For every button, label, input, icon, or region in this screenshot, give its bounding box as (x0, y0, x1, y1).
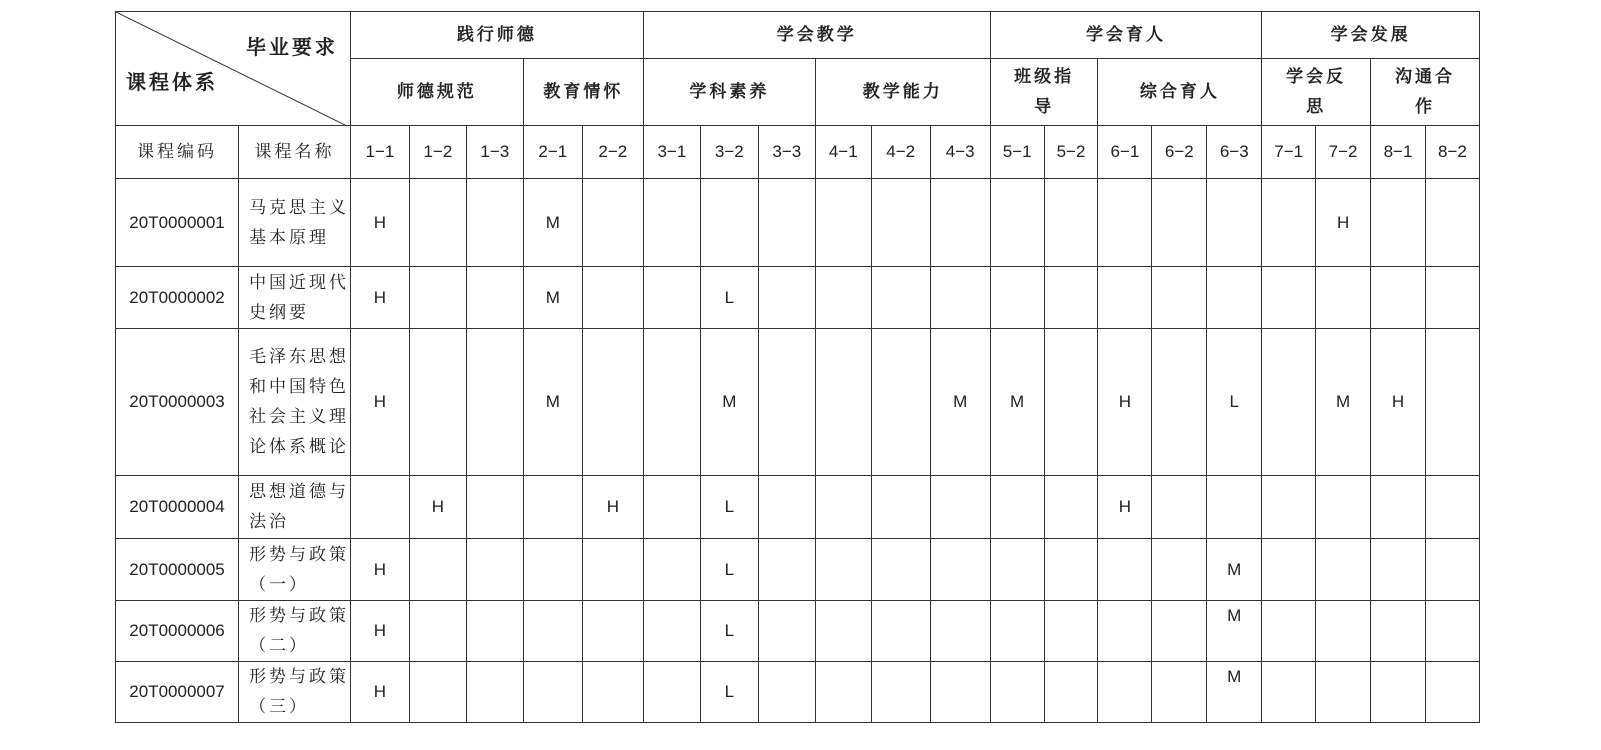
support-level-cell (1371, 662, 1426, 723)
support-level-cell (758, 662, 815, 723)
support-level-cell: L (1207, 329, 1262, 476)
requirement-index-header: 3−3 (758, 126, 815, 179)
requirement-index-header: 1−2 (409, 126, 466, 179)
course-system-label: 课程体系 (126, 70, 218, 94)
support-level-cell (1425, 662, 1479, 723)
support-level-cell (466, 662, 523, 723)
table-row (116, 601, 1480, 662)
support-level-cell (643, 662, 700, 723)
support-level-cell (1152, 662, 1207, 723)
requirement-index-header: 4−3 (930, 126, 990, 179)
course-name-cell: 思想道德与法治 (239, 476, 351, 539)
support-level-cell (466, 329, 523, 476)
course-code-cell: 20T0000006 (116, 601, 239, 662)
support-level-cell: M (1316, 329, 1371, 476)
support-level-cell (990, 476, 1044, 539)
support-level-cell (1316, 267, 1371, 329)
support-level-cell (1371, 179, 1426, 267)
support-level-cell (930, 476, 990, 539)
support-level-cell: H (350, 662, 409, 723)
support-level-cell (643, 329, 700, 476)
support-level-cell (1044, 329, 1098, 476)
support-level-cell (990, 179, 1044, 267)
index-header-row (116, 126, 1480, 179)
support-level-cell: H (350, 539, 409, 601)
support-level-cell (1152, 601, 1207, 662)
support-level-cell (409, 601, 466, 662)
course-name-header: 课程名称 (239, 126, 351, 179)
support-level-cell (1371, 267, 1426, 329)
support-level-cell (758, 476, 815, 539)
support-level-cell (1425, 601, 1479, 662)
subgroup-header: 学科素养 (643, 59, 815, 126)
subgroup-header: 沟通合作 (1371, 59, 1480, 126)
subgroup-header: 教学能力 (815, 59, 990, 126)
support-level-cell: M (523, 267, 582, 329)
support-level-cell (758, 329, 815, 476)
support-level-cell (1425, 179, 1479, 267)
support-level-cell (1425, 539, 1479, 601)
subgroup-header: 学会反思 (1262, 59, 1371, 126)
requirement-index-header: 1−1 (350, 126, 409, 179)
support-level-cell (1152, 476, 1207, 539)
support-level-cell (582, 539, 643, 601)
support-level-cell (1044, 267, 1098, 329)
requirement-index-header: 8−1 (1371, 126, 1426, 179)
requirement-index-header: 6−3 (1207, 126, 1262, 179)
table-row (116, 476, 1480, 539)
support-level-cell: H (1098, 476, 1152, 539)
course-code-cell: 20T0000007 (116, 662, 239, 723)
support-level-cell (582, 267, 643, 329)
course-code-cell: 20T0000005 (116, 539, 239, 601)
requirement-index-header: 2−1 (523, 126, 582, 179)
requirement-index-header: 3−1 (643, 126, 700, 179)
support-level-cell (466, 539, 523, 601)
support-level-cell (990, 601, 1044, 662)
support-level-cell (990, 539, 1044, 601)
support-level-cell (350, 476, 409, 539)
course-code-cell: 20T0000003 (116, 329, 239, 476)
course-code-cell: 20T0000001 (116, 179, 239, 267)
support-level-cell (1152, 179, 1207, 267)
support-level-cell (1371, 539, 1426, 601)
support-level-cell: H (582, 476, 643, 539)
support-level-cell (758, 267, 815, 329)
support-level-cell (523, 662, 582, 723)
requirement-index-header: 3−2 (700, 126, 758, 179)
support-level-cell (1044, 476, 1098, 539)
support-level-cell (1316, 662, 1371, 723)
subgroup-header: 师德规范 (350, 59, 523, 126)
requirement-index-header: 7−1 (1262, 126, 1316, 179)
support-level-cell (1098, 267, 1152, 329)
table-row (116, 329, 1480, 476)
course-name-cell: 中国近现代史纲要 (239, 267, 351, 329)
support-level-cell (466, 179, 523, 267)
requirement-index-header: 6−2 (1152, 126, 1207, 179)
support-level-cell: M (523, 329, 582, 476)
support-level-cell (1044, 662, 1098, 723)
support-level-cell (582, 601, 643, 662)
support-level-cell (466, 601, 523, 662)
support-level-cell (990, 267, 1044, 329)
header-corner-cell (116, 12, 351, 126)
support-level-cell (409, 267, 466, 329)
support-level-cell (1098, 179, 1152, 267)
support-level-cell (643, 601, 700, 662)
support-level-cell (1425, 267, 1479, 329)
support-level-cell (815, 476, 871, 539)
support-level-cell (871, 267, 930, 329)
course-name-cell: 形势与政策（一） (239, 539, 351, 601)
support-level-cell: H (350, 179, 409, 267)
support-level-cell (466, 476, 523, 539)
support-level-cell (871, 662, 930, 723)
support-level-cell (815, 267, 871, 329)
support-level-cell (930, 601, 990, 662)
support-level-cell (1152, 539, 1207, 601)
requirement-index-header: 5−2 (1044, 126, 1098, 179)
requirement-index-header: 4−2 (871, 126, 930, 179)
support-level-cell (700, 179, 758, 267)
support-level-cell (1262, 179, 1316, 267)
course-name-cell: 形势与政策（二） (239, 601, 351, 662)
support-level-cell: H (1316, 179, 1371, 267)
support-level-cell: M (990, 329, 1044, 476)
support-level-cell (1152, 267, 1207, 329)
support-level-cell (1316, 539, 1371, 601)
support-level-cell (1262, 601, 1316, 662)
support-level-cell: H (1371, 329, 1426, 476)
support-level-cell: L (700, 662, 758, 723)
support-level-cell (815, 539, 871, 601)
support-level-cell (582, 179, 643, 267)
support-level-cell (582, 662, 643, 723)
table-row (116, 539, 1480, 601)
support-level-cell: L (700, 601, 758, 662)
table-row (116, 179, 1480, 267)
requirement-index-header: 2−2 (582, 126, 643, 179)
support-level-cell (815, 601, 871, 662)
support-level-cell (1262, 476, 1316, 539)
support-level-cell (815, 179, 871, 267)
support-level-cell (409, 662, 466, 723)
support-level-cell (523, 476, 582, 539)
support-level-cell (1371, 476, 1426, 539)
support-level-cell (1316, 476, 1371, 539)
group-header-development: 学会发展 (1262, 12, 1480, 59)
support-level-cell (1262, 329, 1316, 476)
course-code-header: 课程编码 (116, 126, 239, 179)
support-level-cell (930, 179, 990, 267)
support-level-cell (930, 662, 990, 723)
support-level-cell (523, 539, 582, 601)
requirement-index-header: 6−1 (1098, 126, 1152, 179)
support-level-cell: H (350, 329, 409, 476)
support-level-cell (1425, 476, 1479, 539)
support-level-cell (1044, 179, 1098, 267)
support-level-cell (582, 329, 643, 476)
support-level-cell (758, 179, 815, 267)
requirement-index-header: 5−1 (990, 126, 1044, 179)
subgroup-header: 综合育人 (1098, 59, 1262, 126)
group-header-ethics: 践行师德 (350, 12, 643, 59)
support-level-cell (1098, 601, 1152, 662)
support-level-cell (1207, 267, 1262, 329)
support-level-cell (871, 179, 930, 267)
support-level-cell (758, 539, 815, 601)
support-level-cell (409, 179, 466, 267)
support-level-cell (1425, 329, 1479, 476)
support-level-cell (871, 601, 930, 662)
subgroup-header: 班级指导 (990, 59, 1098, 126)
requirement-index-header: 1−3 (466, 126, 523, 179)
support-level-cell (466, 267, 523, 329)
table-row (116, 662, 1480, 723)
support-level-cell (409, 329, 466, 476)
course-code-cell: 20T0000004 (116, 476, 239, 539)
support-level-cell (1098, 662, 1152, 723)
graduation-requirement-label: 毕业要求 (245, 35, 338, 59)
support-level-cell: L (700, 539, 758, 601)
course-name-cell: 形势与政策（三） (239, 662, 351, 723)
support-level-cell: H (350, 601, 409, 662)
course-name-cell: 毛泽东思想和中国特色社会主义理论体系概论 (239, 329, 351, 476)
requirement-index-header: 4−1 (815, 126, 871, 179)
support-level-cell (871, 329, 930, 476)
course-code-cell: 20T0000002 (116, 267, 239, 329)
support-level-cell (1152, 329, 1207, 476)
support-level-cell (643, 267, 700, 329)
support-level-cell (871, 539, 930, 601)
support-level-cell (930, 267, 990, 329)
group-header-teaching: 学会教学 (643, 12, 990, 59)
support-level-cell: M (1207, 601, 1262, 662)
support-level-cell (1316, 601, 1371, 662)
support-level-cell (871, 476, 930, 539)
requirement-index-header: 8−2 (1425, 126, 1479, 179)
table-row (116, 267, 1480, 329)
support-level-cell (1044, 539, 1098, 601)
support-level-cell (1098, 539, 1152, 601)
support-level-cell: M (523, 179, 582, 267)
support-level-cell (643, 539, 700, 601)
support-level-cell (990, 662, 1044, 723)
support-level-cell (815, 329, 871, 476)
support-level-cell: H (1098, 329, 1152, 476)
support-level-cell: M (930, 329, 990, 476)
support-level-cell (1207, 476, 1262, 539)
support-level-cell: L (700, 476, 758, 539)
support-level-cell (643, 179, 700, 267)
support-level-cell: M (700, 329, 758, 476)
support-level-cell (1371, 601, 1426, 662)
support-level-cell (1262, 662, 1316, 723)
support-level-cell: M (1207, 662, 1262, 723)
support-level-cell: M (1207, 539, 1262, 601)
support-level-cell: L (700, 267, 758, 329)
course-name-cell: 马克思主义基本原理 (239, 179, 351, 267)
support-level-cell (409, 539, 466, 601)
support-level-cell (930, 539, 990, 601)
support-level-cell: H (409, 476, 466, 539)
support-level-cell (643, 476, 700, 539)
support-level-cell (1262, 539, 1316, 601)
requirement-index-header: 7−2 (1316, 126, 1371, 179)
course-rows (116, 179, 1480, 723)
graduation-requirement-matrix (115, 11, 1480, 723)
group-header-educating: 学会育人 (990, 12, 1262, 59)
support-level-cell (1262, 267, 1316, 329)
support-level-cell (815, 662, 871, 723)
support-level-cell (758, 601, 815, 662)
subgroup-header: 教育情怀 (523, 59, 643, 126)
support-level-cell: H (350, 267, 409, 329)
support-level-cell (1207, 179, 1262, 267)
support-level-cell (1044, 601, 1098, 662)
support-level-cell (523, 601, 582, 662)
